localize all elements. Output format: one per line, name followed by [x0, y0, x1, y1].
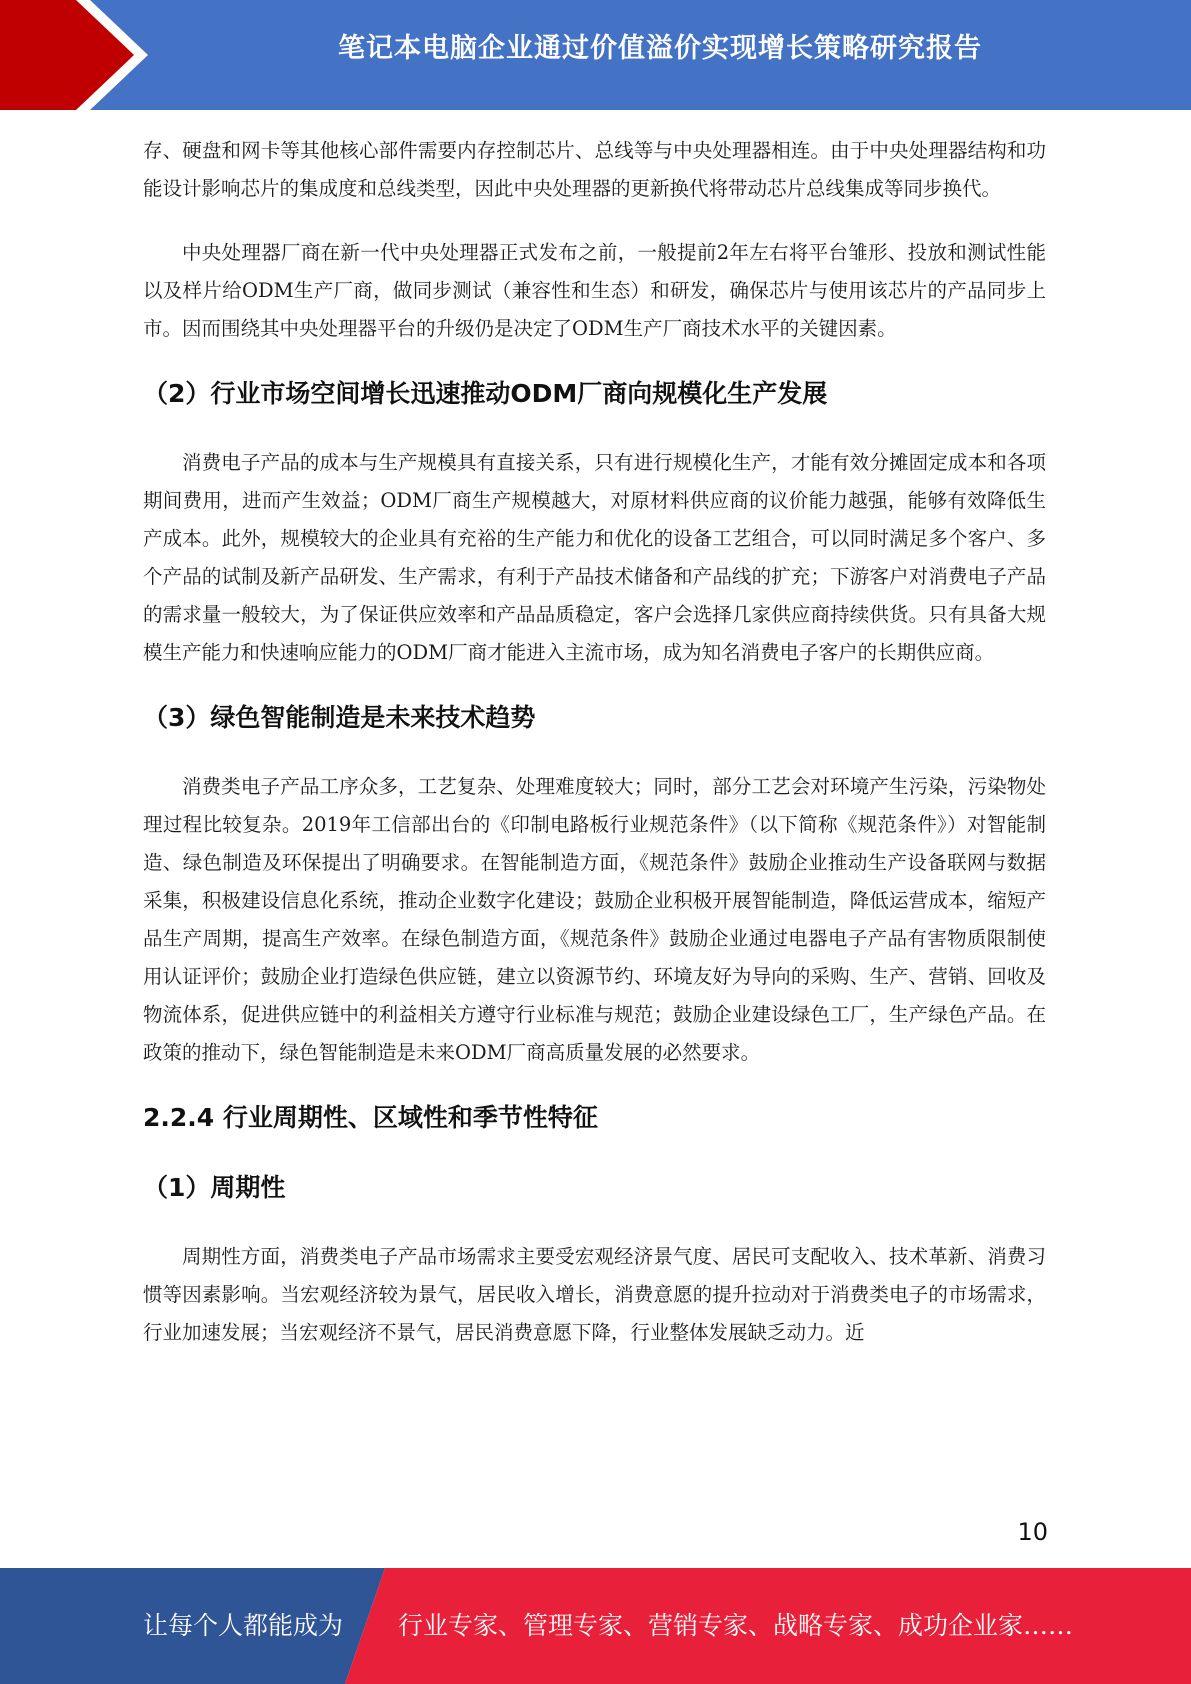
section-heading-2-2-4: 2.2.4 行业周期性、区域性和季节性特征: [143, 1103, 598, 1132]
paragraph-cpu-platform: 中央处理器厂商在新一代中央处理器正式发布之前，一般提前2年左右将平台雏形、投放和测试性能以及样片给ODM生产厂商，做同步测试（兼容性和生态）和研发，确保芯片与使用该芯片的产品同步上市。因而围绕其中央处理器平台的升级仍是决定了ODM生产厂商技术水平的关键因素。: [143, 241, 1046, 340]
section-heading-scale-production: （2）行业市场空间增长迅速推动ODM厂商向规模化生产发展: [143, 379, 828, 408]
paragraph-cpu-bus: 存、硬盘和网卡等其他核心部件需要内存控制芯片、总线等与中央处理器相连。由于中央处理器结构和功能设计影响芯片的集成度和总线类型，因此中央处理器的更新换代将带动芯片总线集成等同步换代。: [143, 139, 1046, 200]
document-body: [143, 132, 1046, 1352]
section-heading-green-manufacturing: （3）绿色智能制造是未来技术趋势: [143, 703, 536, 732]
page-number: 10: [1017, 1518, 1048, 1546]
page-header: [0, 0, 1191, 110]
footer-slogan-right: 行业专家、管理专家、营销专家、战略专家、成功企业家……: [398, 1611, 1074, 1640]
paragraph-green-manufacturing: 消费类电子产品工序众多，工艺复杂、处理难度较大；同时，部分工艺会对环境产生污染，污染物处理过程比较复杂。2019年工信部出台的《印制电路板行业规范条件》（以下简称《规范条件》）对智能制造、绿色制造及环保提出了明确要求。在智能制造方面，《规范条件》鼓励企业推动生产设备联网与数据采集，积极建设信息化系统，推动企业数字化建设；鼓励企业积极开展智能制造，降低运营成本，缩短产品生产周期，提高生产效率。在绿色制造方面，《规范条件》鼓励企业通过电器电子产品有害物质限制使用认证评价；鼓励企业打造绿色供应链，建立以资源节约、环境友好为导向的采购、生产、营销、回收及物流体系，促进供应链中的利益相关方遵守行业标准与规范；鼓励企业建设绿色工厂，生产绿色产品。在政策的推动下，绿色智能制造是未来ODM厂商高质量发展的必然要求。: [143, 775, 1046, 1064]
paragraph-scale-production: 消费电子产品的成本与生产规模具有直接关系，只有进行规模化生产，才能有效分摊固定成本和各项期间费用，进而产生效益；ODM厂商生产规模越大，对原材料供应商的议价能力越强，能够有效降低生产成本。此外，规模较大的企业具有充裕的生产能力和优化的设备工艺组合，可以同时满足多个客户、多个产品的试制及新产品研发、生产需求，有利于产品技术储备和产品线的扩充；下游客户对消费电子产品的需求量一般较大，为了保证供应效率和产品品质稳定，客户会选择几家供应商持续供货。只有具备大规模生产能力和快速响应能力的ODM厂商才能进入主流市场，成为知名消费电子客户的长期供应商。: [143, 451, 1046, 664]
header-chevron-decoration: [0, 0, 150, 110]
footer-slogan-left: 让每个人都能成为: [143, 1611, 344, 1640]
section-heading-cyclicality: （1）周期性: [143, 1173, 286, 1202]
page-footer: [0, 1568, 1191, 1684]
report-title: 笔记本电脑企业通过价值溢价实现增长策略研究报告: [338, 33, 982, 64]
paragraph-cyclicality: 周期性方面，消费类电子产品市场需求主要受宏观经济景气度、居民可支配收入、技术革新、消费习惯等因素影响。当宏观经济较为景气，居民收入增长，消费意愿的提升拉动对于消费类电子的市场需求，行业加速发展；当宏观经济不景气，居民消费意愿下降，行业整体发展缺乏动力。近: [143, 1245, 1046, 1344]
